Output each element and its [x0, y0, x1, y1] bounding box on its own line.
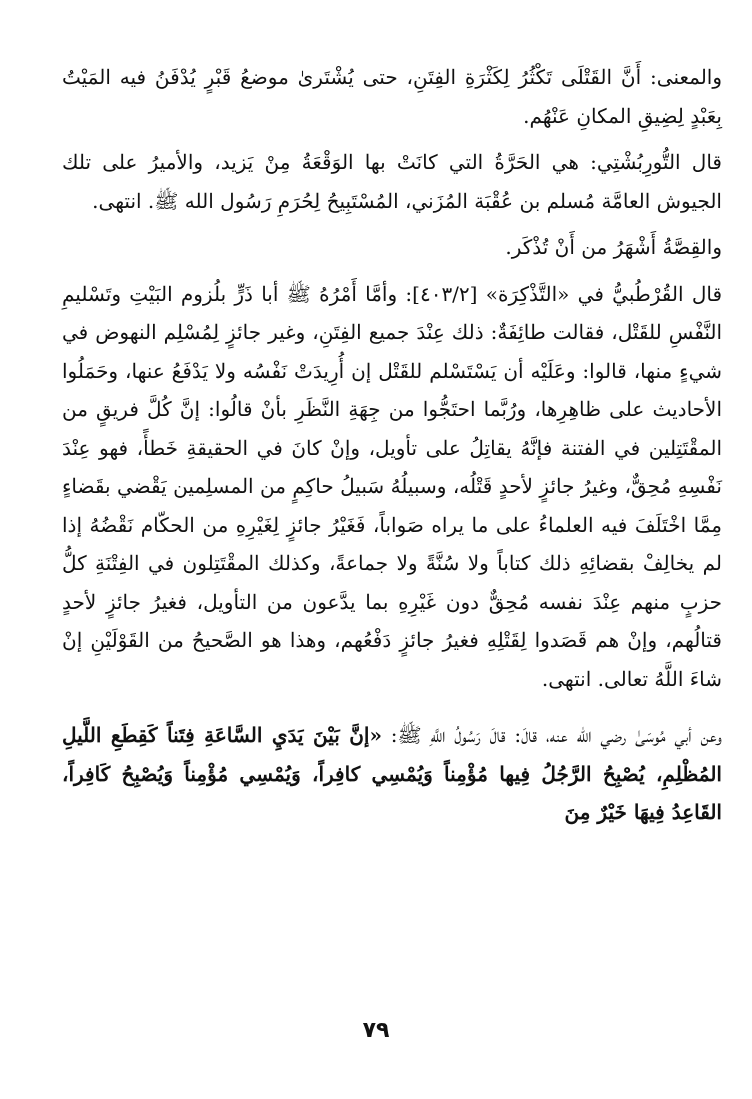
page-body — [62, 58, 722, 832]
paragraph-qurtubi-quote: قال القُرْطُبيُّ في «التَّذْكِرَة» [٤٠٣/٢]: وأمَّا أَمْرُهُ ﷺ أبا ذَرٍّ بلُزوم البَيْتِ وتَسْليمِ النَّفْسِ للقَتْل، فقالت طائِفَةٌ: ذلك عِنْدَ جميع الفِتَنِ، وغير جائزٍ لِمُسْلِم النهوض في شيءٍ منها، قالوا: وعَلَيْه أن يَسْتَسْلم للقَتْل إن أُرِيدَتْ نَفْسُه ولا يَدْفَعُ عنها، وحَمَلُوا الأحاديث على ظاهِرِها، ورُبَّما احتَجُّوا من جِهَةِ النَّظَرِ بأنْ قالُوا: إنَّ كُلَّ فريقٍ من المقْتَتِلين في الفتنة فإنَّهُ يقاتِلُ على تأويل، وإنْ كانَ في الحقيقةِ خَطأً، فهو عِنْدَ نَفْسِهِ مُحِقٌّ، وغيرُ جائزٍ لأحدٍ قَتْلُه، وسبيلُهُ سَبيلُ حاكِمٍ من المسلِمين يَقْضي بقَضاءٍ مِمَّا اخْتَلَفَ فيه العلماءُ على ما يراه صَواباً، فَغَيْرُ جائزٍ لِغَيْرِهِ من الحكّام نَقْضُهُ إذا لم يخالِفْ بقضائِهِ ذلك كتاباً ولا سُنَّةً ولا جماعةً، وكذلك المقْتَتِلون في الفِتْنَةِ كلُّ حزبٍ منهم عِنْدَ نفسه مُحِقٌّ دون غَيْرِهِ بما يدَّعون من التأويل، فغيرُ جائزٍ لأحدٍ قتالُهم، وإنْ هم قَصَدوا لِقَتْلِهِ فغيرُ جائزٍ دَفْعُهم، وهذا هو الصَّحيحُ من القَوْلَيْنِ إنْ شاءَ اللَّهُ تعالى. انتهى. — [62, 281, 723, 691]
hadith-text: «إنَّ بَيْنَ يَدَيِ السَّاعَةِ فِتَناً كَقِطَعِ اللَّيلِ المُظْلِمِ، يُصْبِحُ الرَّجُلُ فِيها مُؤْمِناً وَيُمْسِي كافِراً، وَيُمْسِي مُؤْمِناً وَيُصْبِحُ كَافِراً، القَاعِدُ فِيهَا خَيْرٌ مِنَ — [62, 723, 722, 824]
paragraph-meaning: والمعنى: أَنَّ القَتْلَى تَكْثُرُ لِكَثْرَةِ الفِتَنِ، حتى يُشْتَرىٰ موضعُ قَبْرٍ يُدْفَنُ فيه المَيْتُ بِعَبْدٍ لِضِيقِ المكانِ عَنْهُم. — [62, 65, 722, 128]
page-number: ٧٩ — [362, 1018, 390, 1043]
paragraph-story-note: والقِصَّةُ أَشْهَرُ من أَنْ تُذْكَر. — [505, 235, 722, 259]
hadith-intro: وعن أبي مُوسَىٰ رضي الله عنه، قالَ: قالَ رَسُولُ اللَّهِ ﷺ: — [381, 723, 722, 747]
paragraph-hadith — [62, 716, 722, 832]
paragraph-turbushti-quote: قال التُّورِبُشْتِي: هي الحَرَّةُ التي كانَتْ بها الوَقْعَةُ مِنْ يَزيد، والأميرُ على تلك الجيوش العامَّة مُسلم بن عُقْبَة المُزَني، المُسْتَبِيحُ لِحُرَمِ رَسُول الله ﷺ. انتهى. — [62, 150, 722, 213]
